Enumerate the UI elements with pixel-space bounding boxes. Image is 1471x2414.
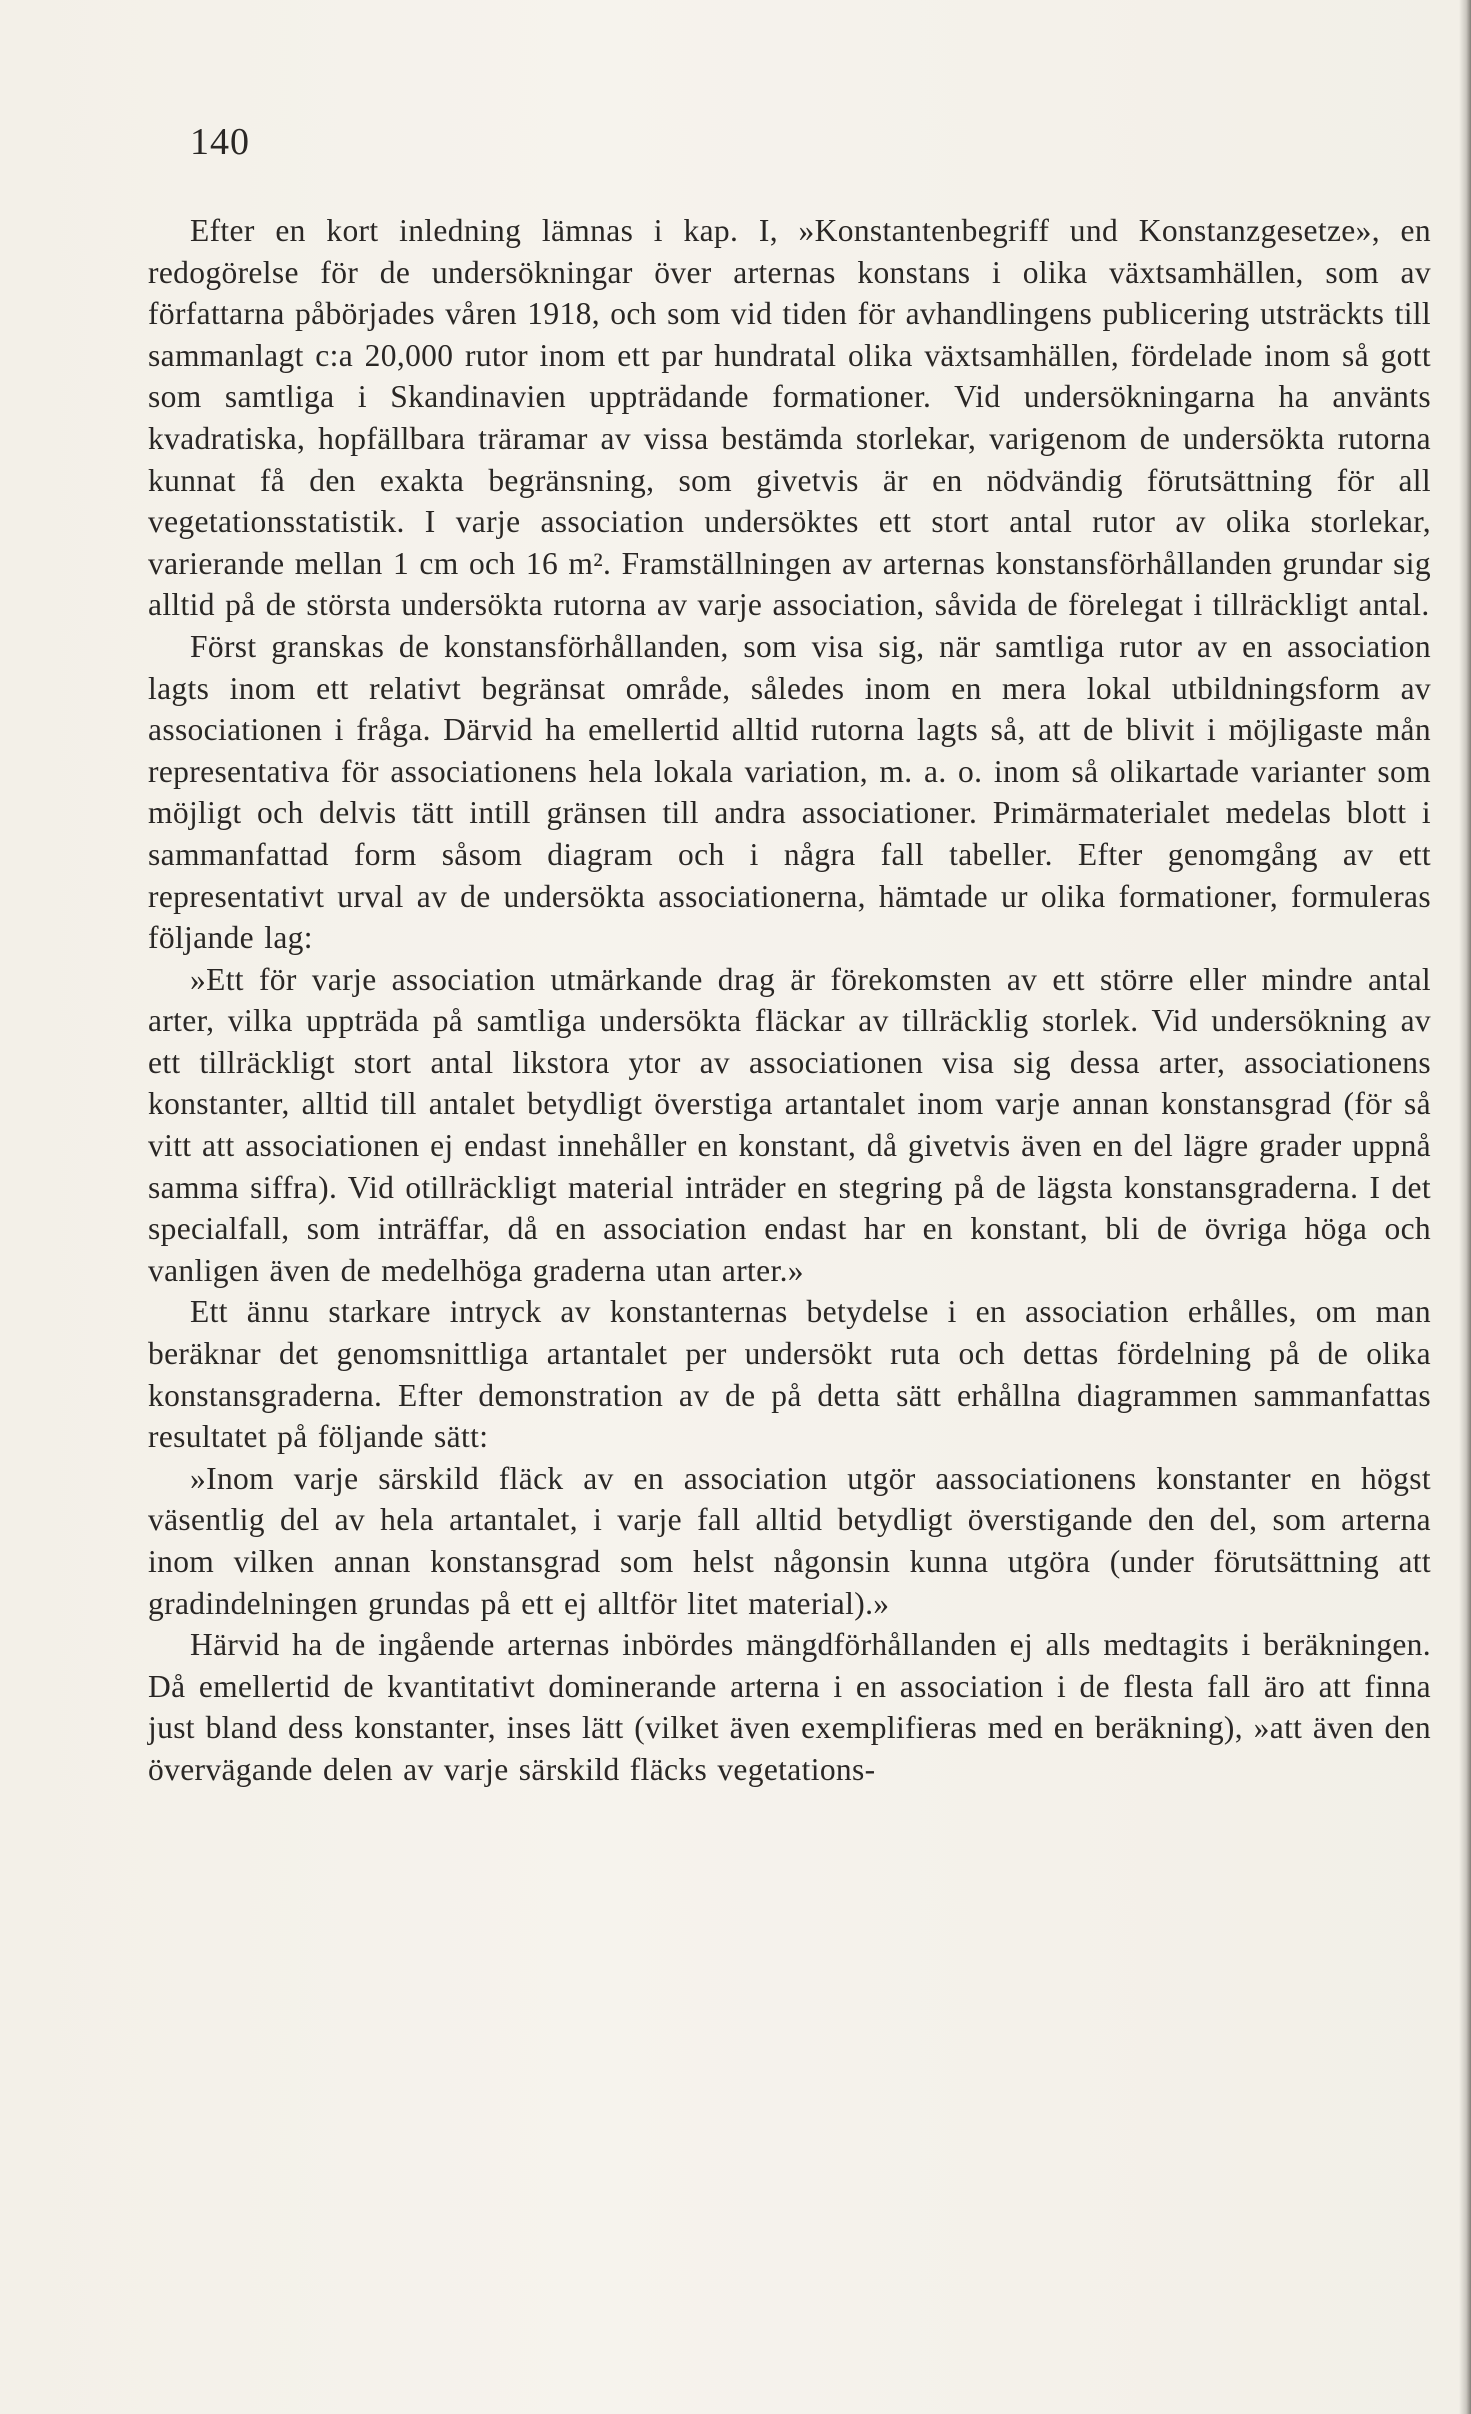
paragraph-6: Härvid ha de ingående arternas inbördes mängdförhållanden ej alls medtagits i beräkningen. Då emellertid de kvantitativt dominerande arterna i en association i de flesta fall äro att finna just bland dess konstanter, inses lätt (vilket även exemplifieras med en beräkning), »att även den övervägande delen av varje särskild fläcks vegetations- <box>148 1627 1431 1787</box>
paragraph-4: Ett ännu starkare intryck av konstanternas betydelse i en association erhålles, om man beräknar det genomsnittliga artantalet per undersökt ruta och dettas fördelning på de olika konstansgraderna. Efter demonstration av de på detta sätt erhållna diagrammen sammanfattas resultatet på följande sätt: <box>148 1294 1431 1455</box>
paragraph-1: Efter en kort inledning lämnas i kap. I, »Konstantenbegriff und Konstanzgesetze», en redogörelse för de undersökningar över arternas konstans i olika växtsamhällen, som av författarna påbörjades våren 1918, och som vid tiden för avhandlingens publicering utsträckts till sammanlagt c:a 20,000 rutor inom ett par hundratal olika växtsamhällen, fördelade inom så gott som samtliga i Skandinavien uppträdande formationer. Vid undersökningarna ha använts kvadratiska, hopfällbara träramar av vissa bestämda storlekar, varigenom de undersökta rutorna kunnat få den exakta begränsning, som givetvis är en nödvändig förutsättning för all vegetationsstatistik. I varje association undersöktes ett stort antal rutor av olika storlekar, varierande mellan 1 cm och 16 m². Framställningen av arternas konstansförhållanden grundar sig alltid på de största undersökta rutorna av varje association, såvida de förelegat i tillräckligt antal. <box>148 213 1431 623</box>
paragraph-3-quote: »Ett för varje association utmärkande drag är förekomsten av ett större eller mindre antal arter, vilka uppträda på samtliga undersökta fläckar av tillräcklig storlek. Vid undersökning av ett tillräckligt stort antal likstora ytor av associationen visa sig dessa arter, associationens konstanter, alltid till antalet betydligt överstiga artantalet inom varje annan konstansgrad (för så vitt att associationen ej endast innehåller en konstant, då givetvis även en del lägre grader uppnå samma siffra). Vid otillräckligt material inträder en stegring på de lägsta konstansgraderna. I det specialfall, som inträffar, då en association endast har en konstant, bli de övriga höga och vanligen även de medelhöga graderna utan arter.» <box>148 961 1431 1288</box>
page-number: 140 <box>190 121 250 163</box>
body-text <box>148 210 1431 1791</box>
paragraph-5-quote: »Inom varje särskild fläck av en association utgör aassociationens konstanter en högst väsentlig del av hela artantalet, i varje fall alltid betydligt överstigande den del, som arterna inom vilken annan konstansgrad som helst någonsin kunna utgöra (under förutsättning att gradindelningen grundas på ett ej alltför litet material).» <box>148 1460 1431 1621</box>
page-edge-shadow <box>1459 0 1471 2414</box>
paragraph-2: Först granskas de konstansförhållanden, som visa sig, när samtliga rutor av en association lagts inom ett relativt begränsat område, således inom en mera lokal utbildningsform av associationen i fråga. Därvid ha emellertid alltid rutorna lagts så, att de blivit i möjligaste mån representativa för associationens hela lokala variation, m. a. o. inom så olikartade varianter som möjligt och delvis tätt intill gränsen till andra associationer. Primärmaterialet medelas blott i sammanfattad form såsom diagram och i några fall tabeller. Efter genomgång av ett representativt urval av de undersökta associationerna, hämtade ur olika formationer, formuleras följande lag: <box>148 628 1431 956</box>
